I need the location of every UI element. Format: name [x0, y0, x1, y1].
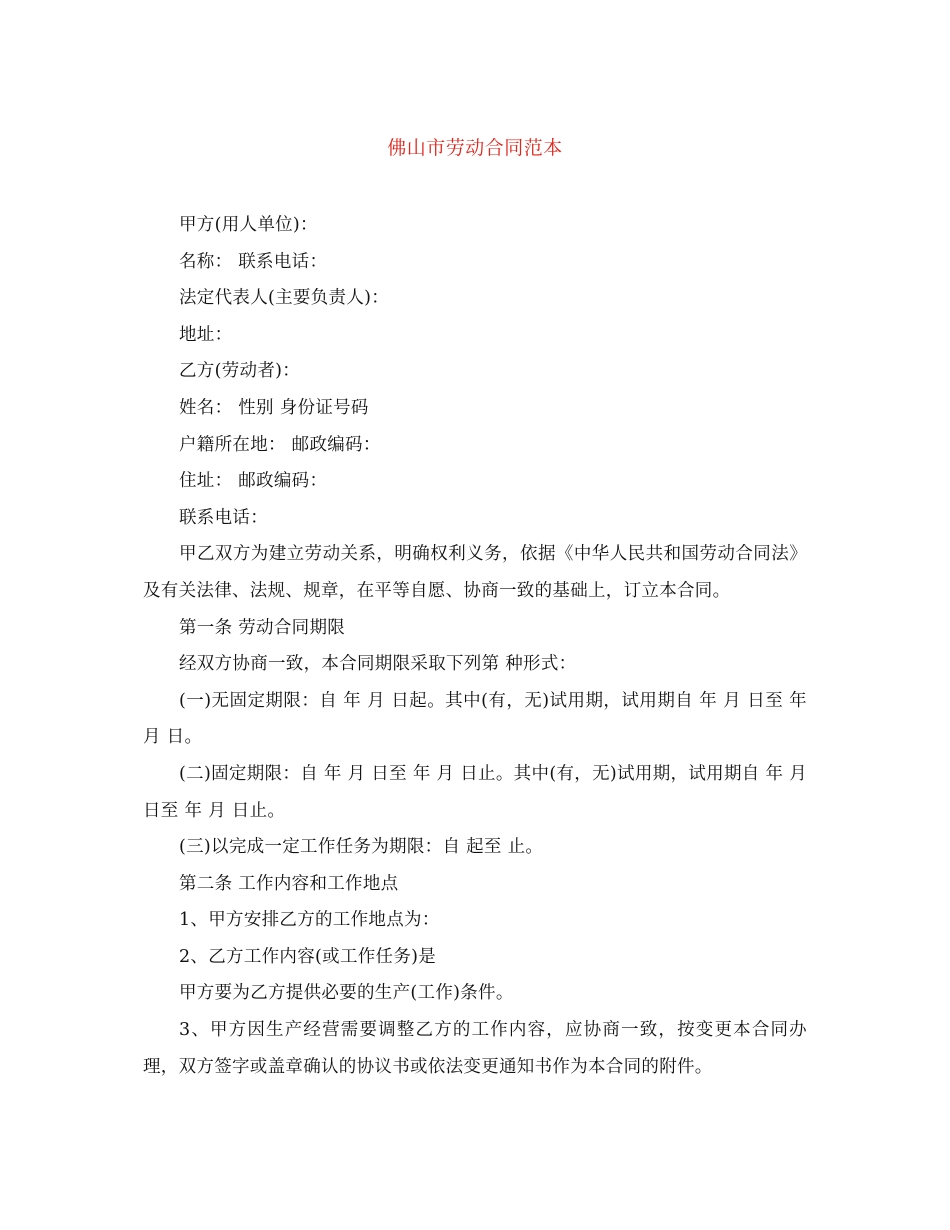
paragraph-work-conditions: 甲方要为乙方提供必要的生产(工作)条件。 [179, 983, 514, 1004]
paragraph-address: 地址： [179, 324, 233, 345]
paragraph-preamble: 甲乙双方为建立劳动关系，明确权利义务，依据《中华人民共和国劳动合同法》及有关法律、法规、规章，在平等自愿、协商一致的基础上，订立本合同。 [143, 544, 807, 601]
paragraph-term-open-ended: (一)无固定期限：自 年 月 日起。其中(有，无)试用期，试用期自 年 月 日至 年 月 日。 [143, 690, 807, 748]
paragraph-work-location: 1、甲方安排乙方的工作地点为： [179, 910, 440, 931]
paragraph-legal-rep: 法定代表人(主要负责人)： [179, 288, 390, 309]
paragraph-name-phone: 名称： 联系电话： [179, 251, 328, 272]
paragraph-term-task: (三)以完成一定工作任务为期限：自 起至 止。 [179, 837, 544, 858]
paragraph-party-a: 甲方(用人单位)： [179, 215, 318, 235]
paragraph-work-adjustment: 3、甲方因生产经营需要调整乙方的工作内容，应协商一致，按变更本合同办理，双方签字或盖章确认的协议书或依法变更通知书作为本合同的附件。 [143, 1020, 807, 1077]
paragraph-contact-phone: 联系电话： [179, 507, 268, 528]
paragraph-residence-postcode: 住址： 邮政编码： [179, 471, 328, 492]
document-title: 佛山市劳动合同范本 [387, 137, 563, 159]
paragraph-term-fixed: (二)固定期限：自 年 月 日至 年 月 日止。其中(有，无)试用期，试用期自 年 月 日至 年 月 日止。 [143, 763, 807, 821]
paragraph-household-postcode: 户籍所在地： 邮政编码： [179, 434, 381, 455]
paragraph-party-b: 乙方(劳动者)： [179, 361, 301, 382]
paragraph-work-content: 2、乙方工作内容(或工作任务)是 [179, 946, 437, 967]
paragraph-article-1-heading: 第一条 劳动合同期限 [179, 617, 346, 638]
document-body [143, 207, 807, 1085]
paragraph-article-2-heading: 第二条 工作内容和工作地点 [179, 873, 399, 894]
paragraph-name-gender-id: 姓名： 性别 身份证号码 [179, 397, 369, 418]
paragraph-term-form: 经双方协商一致，本合同期限采取下列第 种形式： [179, 654, 577, 675]
